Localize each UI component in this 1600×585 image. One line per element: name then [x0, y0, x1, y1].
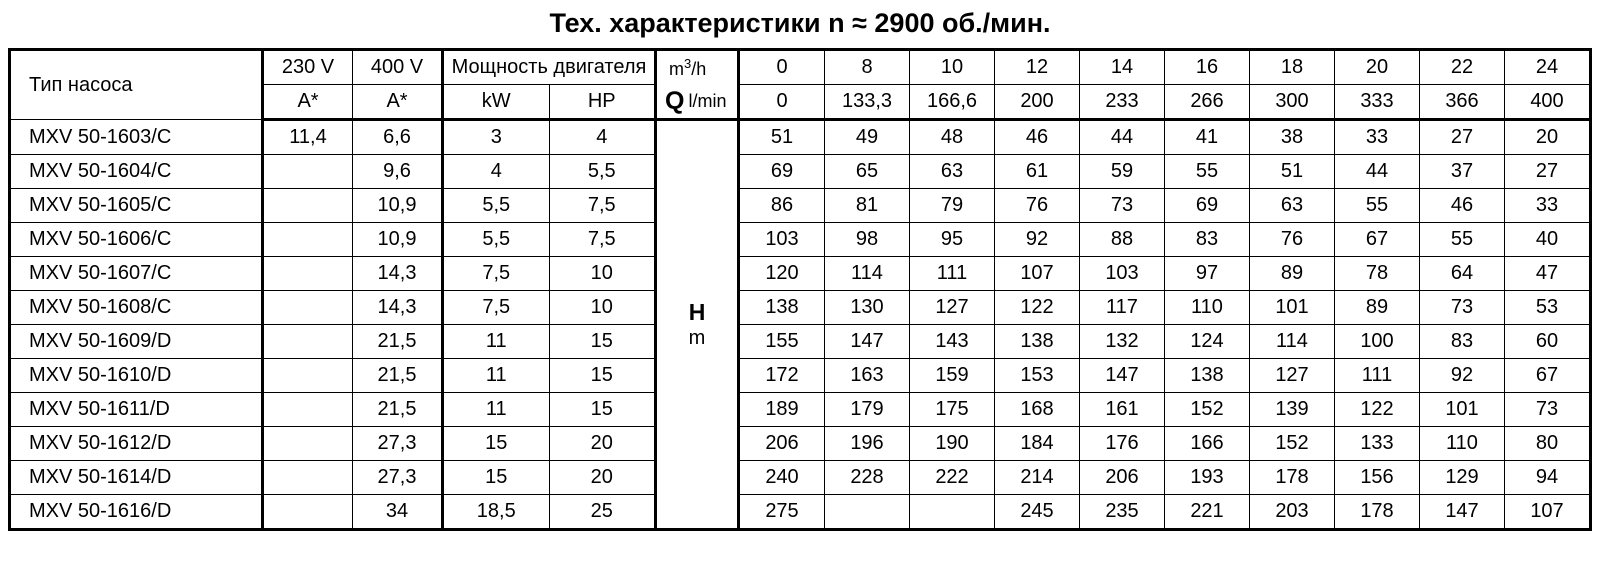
cell-head-2: 159 [910, 359, 995, 393]
cell-head-0: 51 [739, 120, 825, 155]
cell-head-3: 214 [995, 461, 1080, 495]
header-hp: HP [549, 85, 656, 120]
cell-amp-230 [263, 359, 353, 393]
cell-pump-type: MXV 50-1616/D [10, 495, 263, 530]
cell-hp: 7,5 [549, 189, 656, 223]
header-flow-lmin-6: 300 [1250, 85, 1335, 120]
header-voltage-230: 230 V [263, 50, 353, 85]
cell-head-2: 175 [910, 393, 995, 427]
cell-hp: 4 [549, 120, 656, 155]
header-q-symbol-cell [656, 50, 739, 85]
header-flow-m3h-0: 0 [739, 50, 825, 85]
cell-amp-400: 21,5 [353, 359, 443, 393]
cell-pump-type: MXV 50-1614/D [10, 461, 263, 495]
cell-head-4: 176 [1080, 427, 1165, 461]
cell-head-4: 132 [1080, 325, 1165, 359]
cell-head-6: 101 [1250, 291, 1335, 325]
table-body [10, 50, 1591, 530]
cell-head-9: 67 [1505, 359, 1591, 393]
cell-head-8: 92 [1420, 359, 1505, 393]
cell-head-7: 100 [1335, 325, 1420, 359]
table-row [10, 359, 1591, 393]
cell-amp-230 [263, 461, 353, 495]
table-row [10, 393, 1591, 427]
table-row [10, 189, 1591, 223]
cell-head-3: 92 [995, 223, 1080, 257]
cell-head-4: 103 [1080, 257, 1165, 291]
cell-head-8: 64 [1420, 257, 1505, 291]
h-unit: m [688, 327, 706, 350]
cell-kw: 15 [443, 461, 550, 495]
cell-head-6: 76 [1250, 223, 1335, 257]
cell-head-2: 222 [910, 461, 995, 495]
cell-head-8: 27 [1420, 120, 1505, 155]
header-q-symbol: Q [665, 86, 685, 115]
cell-head-6: 152 [1250, 427, 1335, 461]
cell-amp-230 [263, 291, 353, 325]
cell-pump-type: MXV 50-1605/C [10, 189, 263, 223]
cell-pump-type: MXV 50-1604/C [10, 155, 263, 189]
cell-head-3: 61 [995, 155, 1080, 189]
cell-head-0: 275 [739, 495, 825, 530]
cell-head-2: 95 [910, 223, 995, 257]
h-symbol: H [688, 298, 706, 325]
header-flow-lmin-9: 400 [1505, 85, 1591, 120]
header-flow-m3h-4: 14 [1080, 50, 1165, 85]
cell-head-0: 86 [739, 189, 825, 223]
cell-head-4: 147 [1080, 359, 1165, 393]
cell-head-5: 166 [1165, 427, 1250, 461]
header-amp-400: A* [353, 85, 443, 120]
cell-amp-400: 9,6 [353, 155, 443, 189]
cell-amp-230 [263, 189, 353, 223]
cell-head-7: 111 [1335, 359, 1420, 393]
cell-head-0: 189 [739, 393, 825, 427]
cell-kw: 3 [443, 120, 550, 155]
cell-head-7: 122 [1335, 393, 1420, 427]
cell-head-6: 203 [1250, 495, 1335, 530]
header-flow-m3h-3: 12 [995, 50, 1080, 85]
table-row [10, 427, 1591, 461]
header-q-unit-top: $m^3/h$ [669, 55, 707, 79]
header-flow-lmin-3: 200 [995, 85, 1080, 120]
header-q-unit-bottom-cell [656, 85, 739, 120]
cell-head-3: 122 [995, 291, 1080, 325]
cell-hp: 15 [549, 325, 656, 359]
table-row [10, 155, 1591, 189]
cell-head-5: 97 [1165, 257, 1250, 291]
cell-head-7: 178 [1335, 495, 1420, 530]
cell-head-9: 73 [1505, 393, 1591, 427]
cell-head-7: 78 [1335, 257, 1420, 291]
cell-head-6: 63 [1250, 189, 1335, 223]
header-amp-230: A* [263, 85, 353, 120]
cell-head-1: 114 [825, 257, 910, 291]
cell-head-3: 138 [995, 325, 1080, 359]
cell-amp-400: 21,5 [353, 325, 443, 359]
cell-pump-type: MXV 50-1606/C [10, 223, 263, 257]
cell-amp-230 [263, 155, 353, 189]
header-flow-lmin-5: 266 [1165, 85, 1250, 120]
cell-amp-230 [263, 325, 353, 359]
cell-head-2: 190 [910, 427, 995, 461]
cell-hp: 15 [549, 359, 656, 393]
cell-head-9: 53 [1505, 291, 1591, 325]
cell-head-6: 178 [1250, 461, 1335, 495]
cell-amp-400: 27,3 [353, 461, 443, 495]
header-q-unit-bottom: l/min [688, 90, 727, 111]
cell-head-3: 107 [995, 257, 1080, 291]
cell-amp-400: 21,5 [353, 393, 443, 427]
table-row [10, 120, 1591, 155]
cell-amp-400: 10,9 [353, 223, 443, 257]
table-row [10, 495, 1591, 530]
cell-head-2: 48 [910, 120, 995, 155]
cell-head-9: 60 [1505, 325, 1591, 359]
cell-pump-type: MXV 50-1610/D [10, 359, 263, 393]
cell-amp-230 [263, 427, 353, 461]
cell-head-4: 88 [1080, 223, 1165, 257]
cell-hp: 20 [549, 461, 656, 495]
cell-amp-230 [263, 257, 353, 291]
header-flow-lmin-0: 0 [739, 85, 825, 120]
cell-head-9: 80 [1505, 427, 1591, 461]
header-flow-m3h-1: 8 [825, 50, 910, 85]
cell-kw: 5,5 [443, 189, 550, 223]
cell-head-4: 161 [1080, 393, 1165, 427]
header-pump-type: Тип насоса [10, 50, 263, 120]
cell-head-8: 101 [1420, 393, 1505, 427]
header-flow-lmin-4: 233 [1080, 85, 1165, 120]
cell-head-5: 69 [1165, 189, 1250, 223]
cell-head-2: 143 [910, 325, 995, 359]
cell-head-1: 196 [825, 427, 910, 461]
header-flow-m3h-8: 22 [1420, 50, 1505, 85]
cell-head-4: 44 [1080, 120, 1165, 155]
cell-head-5: 83 [1165, 223, 1250, 257]
cell-head-0: 69 [739, 155, 825, 189]
cell-head-5: 138 [1165, 359, 1250, 393]
cell-head-1: 147 [825, 325, 910, 359]
cell-kw: 15 [443, 427, 550, 461]
cell-head-9: 40 [1505, 223, 1591, 257]
cell-head-0: 240 [739, 461, 825, 495]
cell-head-6: 51 [1250, 155, 1335, 189]
cell-head-0: 172 [739, 359, 825, 393]
table-row [10, 461, 1591, 495]
cell-head-4: 73 [1080, 189, 1165, 223]
cell-head-4: 235 [1080, 495, 1165, 530]
table-row [10, 257, 1591, 291]
cell-head-3: 153 [995, 359, 1080, 393]
table-row [10, 291, 1591, 325]
cell-amp-400: 6,6 [353, 120, 443, 155]
cell-head-0: 120 [739, 257, 825, 291]
header-flow-m3h-2: 10 [910, 50, 995, 85]
cell-head-4: 117 [1080, 291, 1165, 325]
cell-head-3: 184 [995, 427, 1080, 461]
cell-head-1 [825, 495, 910, 530]
cell-pump-type: MXV 50-1608/C [10, 291, 263, 325]
h-symbol-label [657, 299, 737, 350]
cell-head-8: 37 [1420, 155, 1505, 189]
cell-head-5: 152 [1165, 393, 1250, 427]
cell-head-0: 103 [739, 223, 825, 257]
cell-hp: 10 [549, 291, 656, 325]
header-flow-lmin-7: 333 [1335, 85, 1420, 120]
cell-head-5: 193 [1165, 461, 1250, 495]
cell-head-8: 147 [1420, 495, 1505, 530]
cell-head-1: 49 [825, 120, 910, 155]
header-flow-lmin-2: 166,6 [910, 85, 995, 120]
cell-amp-230 [263, 223, 353, 257]
cell-amp-400: 27,3 [353, 427, 443, 461]
cell-head-7: 33 [1335, 120, 1420, 155]
cell-head-5: 55 [1165, 155, 1250, 189]
cell-head-9: 20 [1505, 120, 1591, 155]
cell-h-symbol [656, 120, 739, 530]
cell-hp: 10 [549, 257, 656, 291]
cell-kw: 11 [443, 325, 550, 359]
cell-kw: 11 [443, 393, 550, 427]
header-flow-m3h-7: 20 [1335, 50, 1420, 85]
cell-head-7: 133 [1335, 427, 1420, 461]
cell-amp-230 [263, 393, 353, 427]
cell-head-6: 89 [1250, 257, 1335, 291]
cell-head-7: 44 [1335, 155, 1420, 189]
cell-head-1: 98 [825, 223, 910, 257]
cell-head-9: 47 [1505, 257, 1591, 291]
cell-head-1: 179 [825, 393, 910, 427]
cell-head-9: 27 [1505, 155, 1591, 189]
table-row [10, 223, 1591, 257]
header-flow-m3h-5: 16 [1165, 50, 1250, 85]
cell-kw: 11 [443, 359, 550, 393]
cell-head-4: 206 [1080, 461, 1165, 495]
page-title: Тех. характеристики n ≈ 2900 об./мин. [549, 8, 1051, 38]
cell-head-8: 55 [1420, 223, 1505, 257]
cell-amp-230: 11,4 [263, 120, 353, 155]
cell-head-2 [910, 495, 995, 530]
cell-amp-400: 14,3 [353, 257, 443, 291]
header-motor-power [443, 50, 656, 85]
cell-head-0: 155 [739, 325, 825, 359]
cell-head-8: 73 [1420, 291, 1505, 325]
cell-head-9: 107 [1505, 495, 1591, 530]
cell-head-2: 127 [910, 291, 995, 325]
table-header-row-1 [10, 50, 1591, 85]
cell-head-7: 55 [1335, 189, 1420, 223]
cell-head-6: 114 [1250, 325, 1335, 359]
cell-kw: 7,5 [443, 257, 550, 291]
cell-kw: 7,5 [443, 291, 550, 325]
cell-head-6: 127 [1250, 359, 1335, 393]
cell-kw: 18,5 [443, 495, 550, 530]
cell-pump-type: MXV 50-1612/D [10, 427, 263, 461]
cell-head-3: 46 [995, 120, 1080, 155]
cell-pump-type: MXV 50-1607/C [10, 257, 263, 291]
cell-head-2: 111 [910, 257, 995, 291]
cell-amp-400: 10,9 [353, 189, 443, 223]
cell-head-5: 110 [1165, 291, 1250, 325]
cell-amp-400: 14,3 [353, 291, 443, 325]
cell-head-5: 41 [1165, 120, 1250, 155]
cell-head-1: 65 [825, 155, 910, 189]
cell-head-4: 59 [1080, 155, 1165, 189]
header-flow-m3h-6: 18 [1250, 50, 1335, 85]
cell-head-2: 79 [910, 189, 995, 223]
cell-pump-type: MXV 50-1611/D [10, 393, 263, 427]
cell-head-1: 163 [825, 359, 910, 393]
cell-head-6: 38 [1250, 120, 1335, 155]
cell-head-1: 81 [825, 189, 910, 223]
cell-kw: 4 [443, 155, 550, 189]
cell-hp: 7,5 [549, 223, 656, 257]
cell-hp: 25 [549, 495, 656, 530]
cell-pump-type: MXV 50-1609/D [10, 325, 263, 359]
cell-head-3: 245 [995, 495, 1080, 530]
cell-head-5: 124 [1165, 325, 1250, 359]
header-q-unit-top-wrap [657, 51, 737, 85]
cell-head-3: 168 [995, 393, 1080, 427]
header-q-wrap [657, 85, 737, 119]
cell-head-7: 89 [1335, 291, 1420, 325]
cell-head-9: 33 [1505, 189, 1591, 223]
header-motor-power-label: Мощность двигателя [451, 56, 647, 78]
specifications-table [8, 48, 1592, 531]
cell-amp-230 [263, 495, 353, 530]
header-flow-lmin-1: 133,3 [825, 85, 910, 120]
cell-head-8: 129 [1420, 461, 1505, 495]
table-row [10, 325, 1591, 359]
cell-kw: 5,5 [443, 223, 550, 257]
cell-head-1: 228 [825, 461, 910, 495]
cell-head-8: 110 [1420, 427, 1505, 461]
cell-amp-400: 34 [353, 495, 443, 530]
cell-head-7: 67 [1335, 223, 1420, 257]
cell-hp: 15 [549, 393, 656, 427]
cell-head-8: 46 [1420, 189, 1505, 223]
cell-head-9: 94 [1505, 461, 1591, 495]
cell-head-0: 138 [739, 291, 825, 325]
cell-head-8: 83 [1420, 325, 1505, 359]
cell-pump-type: MXV 50-1603/C [10, 120, 263, 155]
cell-head-5: 221 [1165, 495, 1250, 530]
cell-head-1: 130 [825, 291, 910, 325]
header-voltage-400: 400 V [353, 50, 443, 85]
cell-head-6: 139 [1250, 393, 1335, 427]
header-flow-m3h-9: 24 [1505, 50, 1591, 85]
cell-head-7: 156 [1335, 461, 1420, 495]
cell-head-2: 63 [910, 155, 995, 189]
header-flow-lmin-8: 366 [1420, 85, 1505, 120]
cell-hp: 5,5 [549, 155, 656, 189]
cell-hp: 20 [549, 427, 656, 461]
cell-head-0: 206 [739, 427, 825, 461]
header-kw: kW [443, 85, 550, 120]
cell-head-3: 76 [995, 189, 1080, 223]
